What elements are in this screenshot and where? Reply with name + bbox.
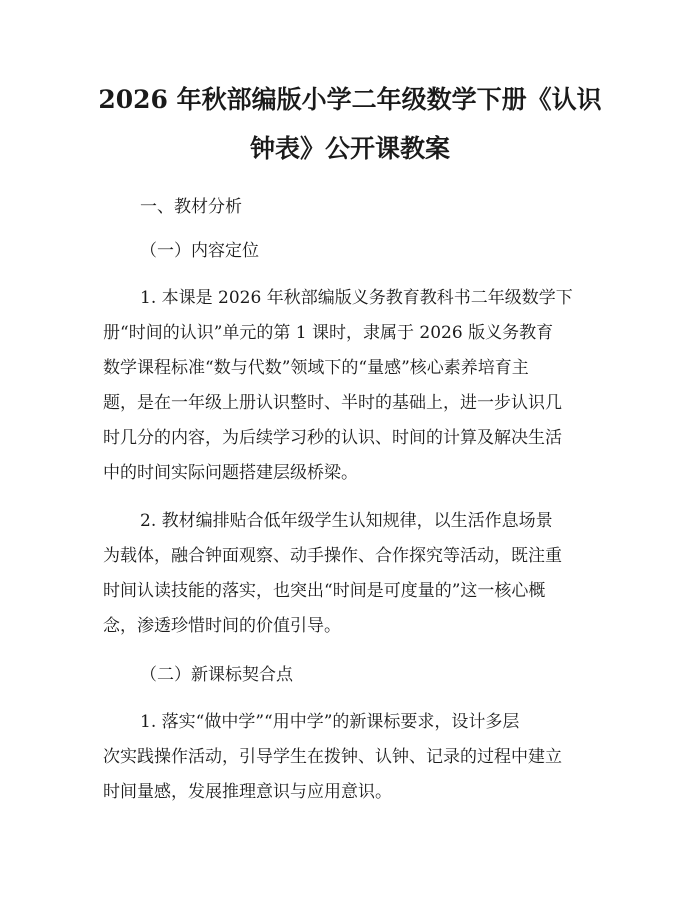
paragraph-line: 时几分的内容，为后续学习秒的认识、时间的计算及解决生活 — [103, 428, 562, 448]
document-title-line-1: 2026 年秋部编版小学二年级数学下册《认识 — [98, 85, 602, 114]
paragraph-line: 次实践操作活动，引导学生在拨钟、认钟、记录的过程中建立 — [103, 747, 562, 767]
paragraph-line: 1. 落实“做中学”“用中学”的新课标要求，设计多层 — [140, 712, 520, 732]
paragraph-line: 题，是在一年级上册认识整时、半时的基础上，进一步认识几 — [103, 393, 562, 413]
paragraph-line: 数学课程标准“数与代数”领域下的“量感”核心素养培育主 — [103, 358, 529, 378]
subsection-heading: （一）内容定位 — [140, 241, 259, 261]
paragraph-line: 中的时间实际问题搭建层级桥梁。 — [103, 463, 358, 483]
paragraph-line: 时间认读技能的落实，也突出“时间是可度量的”这一核心概 — [103, 581, 546, 601]
paragraph-line: 时间量感，发展推理意识与应用意识。 — [103, 782, 392, 802]
paragraph-line: 念，渗透珍惜时间的价值引导。 — [103, 616, 341, 636]
paragraph-line: 1. 本课是 2026 年秋部编版义务教育教科书二年级数学下 — [140, 288, 573, 308]
subsection-heading: （二）新课标契合点 — [140, 665, 293, 685]
section-heading: 一、教材分析 — [140, 197, 242, 217]
paragraph-line: 册“时间的认识”单元的第 1 课时，隶属于 2026 版义务教育 — [103, 323, 554, 343]
document-title-line-2: 钟表》公开课教案 — [249, 134, 450, 163]
paragraph-line: 为载体，融合钟面观察、动手操作、合作探究等活动，既注重 — [103, 546, 562, 566]
paragraph-line: 2. 教材编排贴合低年级学生认知规律，以生活作息场景 — [140, 511, 553, 531]
